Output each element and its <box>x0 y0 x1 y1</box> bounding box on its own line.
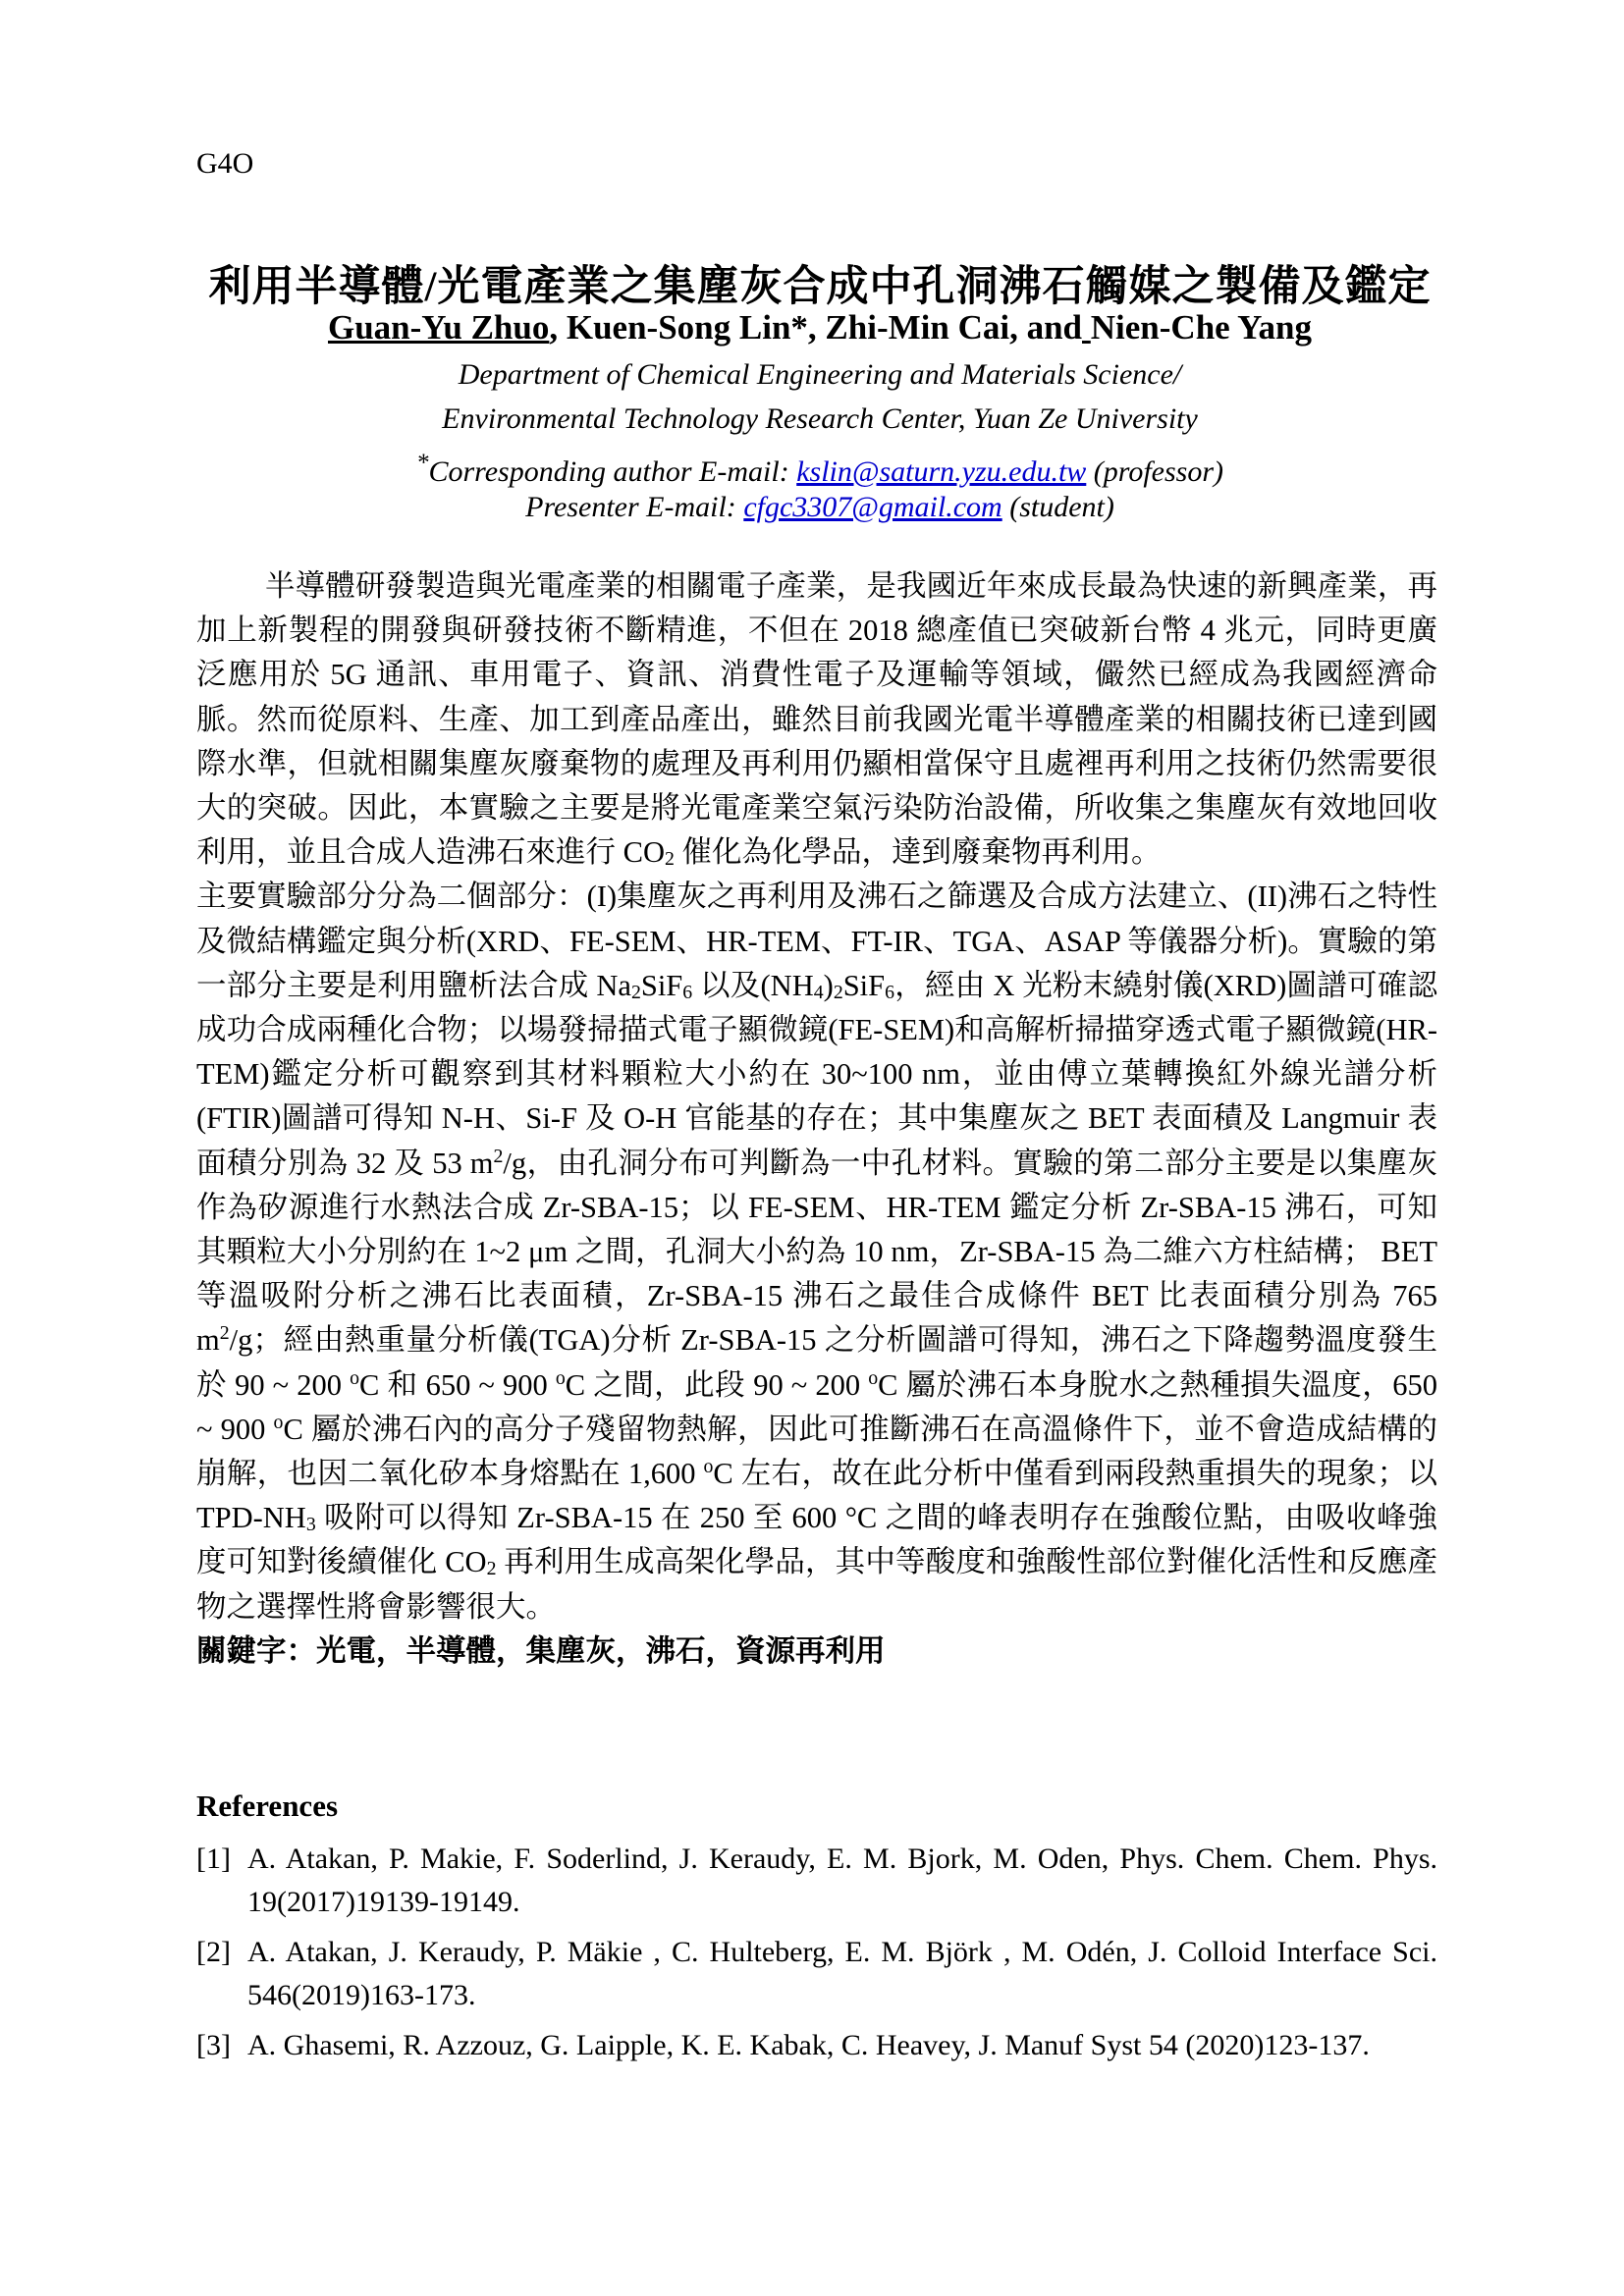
keywords: 關鍵字：光電，半導體，集塵灰，沸石，資源再利用 <box>196 1633 886 1668</box>
reference-item <box>196 1838 1437 1924</box>
presenter-author: Guan-Yu Zhuo <box>327 308 550 347</box>
text-run: 再利用生成高架化學品，其中等酸度和強酸性部位對催化活性和反應產物之選擇性將會影響很大。 <box>196 1545 1437 1624</box>
text-run: 主要實驗部分分為二個部分：(I)集塵灰之再利用及沸石之篩選及合成方法建立、(II)沸石之特性及微結構鑑定與分析(XRD、FE-SEM、HR-TEM、FT-IR、TGA、ASAP 等儀器分析)。實驗的第一部分主要是利用鹽析法合成 Na <box>196 880 1437 1002</box>
abstract-body <box>196 564 1437 1674</box>
presenter-email-link[interactable]: cfgc3307@gmail.com <box>743 491 1002 523</box>
superscript: o <box>273 1411 284 1433</box>
text-run: C 之間，此段 90 ~ 200 <box>565 1367 869 1402</box>
text-run: C 和 650 ~ 900 <box>359 1367 556 1402</box>
affiliation-line-1: Department of Chemical Engineering and Materials Science/ <box>458 358 1182 391</box>
subscript: 2 <box>630 981 641 1003</box>
text-run: /g，由孔洞分布可判斷為一中孔材料。實驗的第二部分主要是以集塵灰作為矽源進行水熱法合成 Zr-SBA-15；以 FE-SEM、HR-TEM 鑑定分析 Zr-SBA-15 沸石，可知其顆粒大小分別約在 1~2 μm 之間，孔洞大小約為 10 nm，Zr-SBA-15 為二維六方柱結構； BET 等溫吸附分析之沸石比表面積，Zr-SBA-15 沸石之最佳合成條件 BET 比表面積分別為 765 m <box>196 1146 1437 1358</box>
text-run: ，經由 X 光粉末繞射儀(XRD)圖譜可確認成功合成兩種化合物；以場發掃描式電子顯微鏡(FE-SEM)和高解析掃描穿透式電子顯微鏡(HR-TEM)鑑定分析可觀察到其材料顆粒大小約在 30~100 nm，並由傅立葉轉換紅外線光譜分析(FTIR)圖譜可得知 N-H、Si-F 及 O-H 官能基的存在；其中集塵灰之 BET 表面積及 Langmuir 表面積分別為 32 及 53 m <box>196 968 1437 1180</box>
superscript: o <box>868 1366 879 1389</box>
co-authors: , Kuen-Song Lin*, Zhi-Min Cai, and <box>549 308 1083 347</box>
text-run: /g；經由熱重量分析儀(TGA)分析 Zr-SBA-15 之分析圖譜可得知，沸石之下降趨勢溫度發生於 90 ~ 200 <box>196 1323 1437 1402</box>
text-run: SiF <box>640 968 683 1002</box>
text-run: C 屬於沸石內的高分子殘留物熱解，因此可推斷沸石在高溫條件下，並不會造成結構的崩解，也因二氧化矽本身熔點在 1,600 <box>196 1412 1437 1491</box>
abstract-paragraph-1 <box>196 564 1437 875</box>
references-heading: References <box>196 1789 339 1823</box>
reference-text: A. Ghasemi, R. Azzouz, G. Laipple, K. E. Kabak, C. Heavey, J. Manuf Syst 54 (2020)123-137. <box>247 2029 1370 2061</box>
subscript: 3 <box>305 1514 316 1536</box>
subscript: 2 <box>833 981 843 1003</box>
author-space <box>1082 308 1091 347</box>
paper-title: 利用半導體/光電產業之集塵灰合成中孔洞沸石觸媒之製備及鑑定 <box>208 264 1432 310</box>
text-run: 吸附可以得知 Zr-SBA-15 在 250 至 600 °C 之間的峰表明存在強酸位點，由吸收峰強度可知對後續催化 CO <box>196 1501 1437 1579</box>
subscript: 6 <box>682 981 693 1003</box>
last-author: Nien-Che Yang <box>1090 308 1313 347</box>
superscript: o <box>555 1366 566 1389</box>
text-run: SiF <box>842 968 886 1002</box>
presenter-role: (student) <box>1001 491 1114 523</box>
corresponding-mark: * <box>415 450 429 476</box>
text-run: 以及(NH <box>692 968 814 1002</box>
corresponding-label: Corresponding author E-mail: <box>428 455 797 488</box>
subscript: 4 <box>813 981 824 1003</box>
corresponding-author-line <box>191 444 1448 492</box>
text-run: 半導體研發製造與光電產業的相關電子產業，是我國近年來成長最為快速的新興產業，再加上新製程的開發與研發技術不斷精進，不但在 2018 總產值已突破新台幣 4 兆元，同時更廣泛應用於 5G 通訊、車用電子、資訊、消費性電子及運輸等領域，儼然已經成為我國經濟命脈。然而從原料、生產、加工到產品產出，雖然目前我國光電半導體產業的相關技術已達到國際水準，但就相關集塵灰廢棄物的處理及再利用仍顯相當保守且處裡再利用之技術仍然需要很大的突破。因此，本實驗之主要是將光電產業空氣污染防治設備，所收集之集塵灰有效地回收利用，並且合成人造沸石來進行 CO <box>196 569 1437 870</box>
superscript: 2 <box>493 1145 504 1167</box>
presenter-label: Presenter E-mail: <box>525 491 744 523</box>
superscript: 2 <box>219 1322 230 1345</box>
presenter-email-line <box>191 488 1448 527</box>
paper-code: G4O <box>196 147 254 180</box>
corresponding-email-link[interactable]: kslin@saturn.yzu.edu.tw <box>796 455 1087 488</box>
reference-number: [2] <box>196 1936 231 1968</box>
text-run: ) <box>823 968 834 1002</box>
corresponding-role: (professor) <box>1086 455 1224 488</box>
reference-item <box>196 1931 1437 2017</box>
text-run: C 左右，故在此分析中僅看到兩段熱重損失的現象；以 TPD-NH <box>196 1457 1437 1535</box>
reference-text: A. Atakan, J. Keraudy, P. Mäkie , C. Hulteberg, E. M. Björk , M. Odén, J. Colloid Interface Sci. 546(2019)163-173. <box>247 1936 1437 2011</box>
text-run: 催化為化學品，達到廢棄物再利用。 <box>674 835 1162 870</box>
subscript: 2 <box>486 1558 497 1580</box>
reference-item <box>196 2024 1437 2067</box>
superscript: o <box>703 1456 714 1478</box>
reference-list <box>196 1838 1437 2074</box>
reference-number: [3] <box>196 2029 231 2061</box>
superscript: o <box>350 1366 360 1389</box>
reference-number: [1] <box>196 1842 231 1875</box>
reference-text: A. Atakan, P. Makie, F. Soderlind, J. Keraudy, E. M. Bjork, M. Oden, Phys. Chem. Chem. Phys. 19(2017)19139-19149. <box>247 1842 1437 1918</box>
subscript: 2 <box>665 848 675 871</box>
affiliation-line-2: Environmental Technology Research Center, Yuan Ze University <box>442 402 1198 435</box>
abstract-paragraph-2 <box>196 875 1437 1629</box>
author-list <box>191 306 1448 349</box>
subscript: 6 <box>885 981 895 1003</box>
text-run: C 屬於沸石本身脫水之熱種損失溫度，650 ~ 900 <box>196 1367 1437 1446</box>
